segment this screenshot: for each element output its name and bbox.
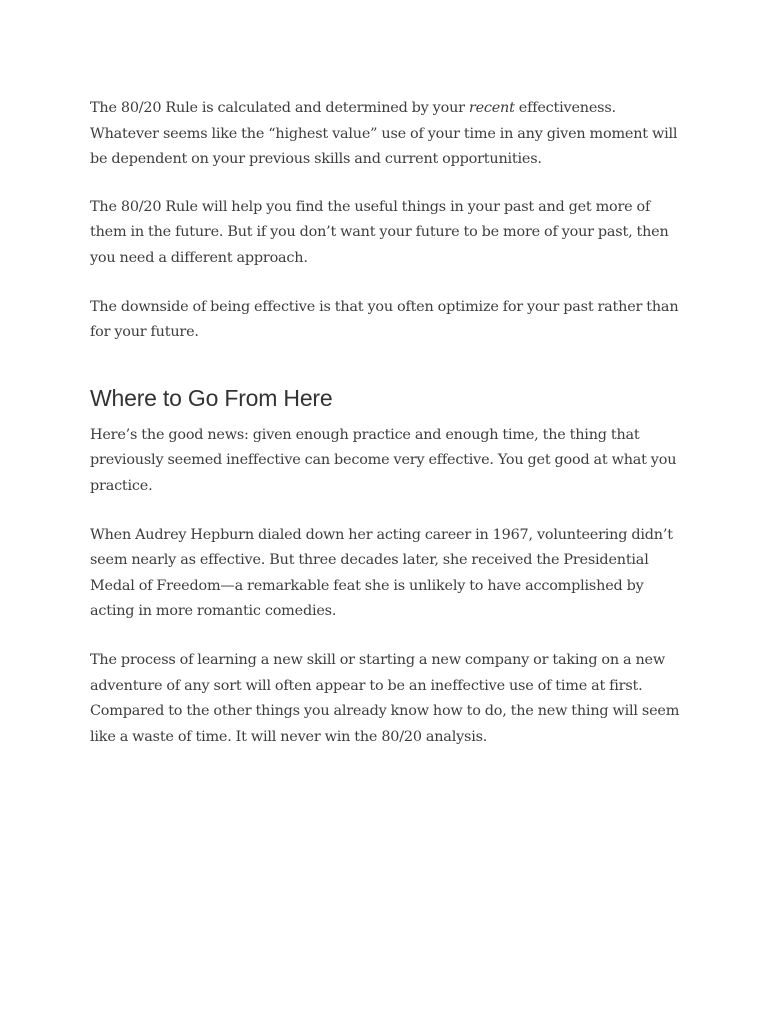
- paragraph-80-20-calculated: [90, 96, 682, 173]
- paragraph-audrey-hepburn: When Audrey Hepburn dialed down her acting career in 1967, volunteering didn’t seem nearly as effective. But three decades later, she received the Presidential Medal of Freedom—a remarkable feat she is unlikely to have accomplished by acting in more romantic comedies.: [90, 526, 673, 620]
- paragraph-80-20-useful-things: The 80/20 Rule will help you find the useful things in your past and get more of them in the future. But if you don’t want your future to be more of your past, then you need a different approach.: [90, 198, 669, 266]
- article-body: [90, 96, 682, 773]
- section-heading: Where to Go From Here: [90, 384, 333, 411]
- paragraph-text: The 80/20 Rule is calculated and determined by your: [90, 100, 469, 116]
- paragraph-learning-new-skill: The process of learning a new skill or starting a new company or taking on a new adventure of any sort will often appear to be an ineffective use of time at first. Compared to the other things you already know how to do, the new thing will seem like a waste of time. It will never win the 80/20 analysis.: [90, 651, 680, 745]
- emphasis-recent: recent: [468, 100, 515, 116]
- paragraph-good-news: Here’s the good news: given enough practice and enough time, the thing that previously seemed ineffective can become very effective. You get good at what you practice.: [90, 426, 677, 494]
- paragraph-text: effectiveness. Whatever seems like the “highest value” use of your time in any given moment will be dependent on your previous skills and current opportunities.: [90, 100, 678, 168]
- paragraph-downside-effective: The downside of being effective is that you often optimize for your past rather than for your future.: [90, 298, 679, 341]
